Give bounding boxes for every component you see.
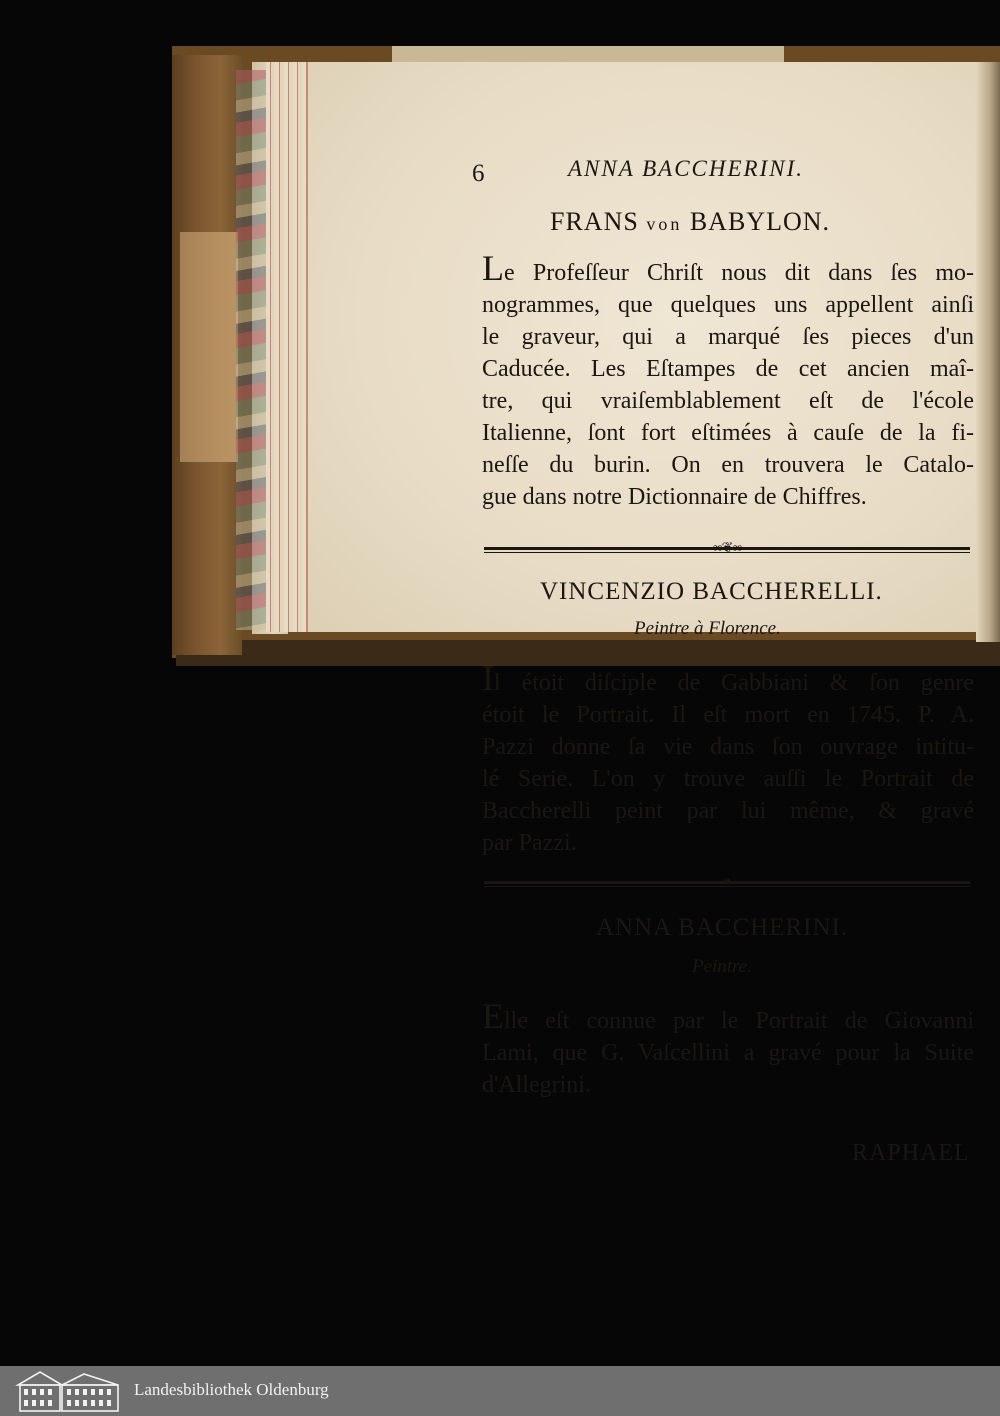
entry-body-anna: Elle eſt connue par le Portrait de Giovanni Lami, que G. Vaſcellini a gravé pour la Suite d'Allegrini. — [482, 996, 974, 1098]
library-name: Landesbibliothek Oldenburg — [134, 1380, 329, 1399]
catchword: RAPHAEL — [852, 1140, 970, 1166]
drop-cap: I — [482, 658, 494, 698]
entry-body-frans: Le Profeſſeur Chriſt nous dit dans ſes mo- nogrammes, que quelques uns appellent ainſi le graveur, qui a marqué ſes pieces d'un Caducée. Les Eſtampes de cet ancien maî- tre, qui vraiſemblablement eſt de l'école Italienne, ſont fort eſtimées à cauſe de la fi- neſſe du burin. On en trouvera le Catalo- gue dans notre Dictionnaire de Chiffres. — [482, 248, 974, 510]
footer-bar — [0, 1366, 1000, 1416]
page-edges — [266, 62, 310, 632]
entry-title-frans-von-babylon: FRANS von BABYLON. — [550, 207, 830, 236]
entry-title-vincenzio-baccherelli: VINCENZIO BACCHERELLI. — [540, 578, 883, 605]
page-number: 6 — [472, 160, 485, 187]
page-top-edge — [392, 46, 784, 62]
page-gutter-shadow — [976, 62, 1000, 642]
entry-body-vincenzio: Il étoit diſciple de Gabbiani & ſon genre étoit le Portrait. Il eſt mort en 1745. P. A. Pazzi donne ſa vie dans ſon ouvrage intitu- lé Serie. L'on y trouve auſſi le Portrait de Baccherelli peint par lui même, & gravé par Pazzi. — [482, 658, 974, 856]
drop-cap: E — [482, 996, 504, 1036]
entry-subtitle: Peintre à Florence. — [634, 618, 781, 639]
scroll-ornament: ~❧~ — [715, 875, 739, 890]
library-building-icon — [14, 1369, 122, 1413]
running-head: ANNA BACCHERINI. — [568, 156, 805, 181]
marbled-paper — [236, 70, 267, 630]
ornamental-rule — [484, 541, 970, 556]
drop-cap: L — [482, 248, 504, 288]
knot-ornament: ∞❦∞ — [712, 541, 742, 556]
entry-subtitle: Peintre. — [692, 956, 752, 977]
entry-title-anna-baccherini: ANNA BACCHERINI. — [596, 914, 849, 941]
cover-fold — [180, 232, 238, 462]
ornamental-rule — [484, 875, 970, 890]
